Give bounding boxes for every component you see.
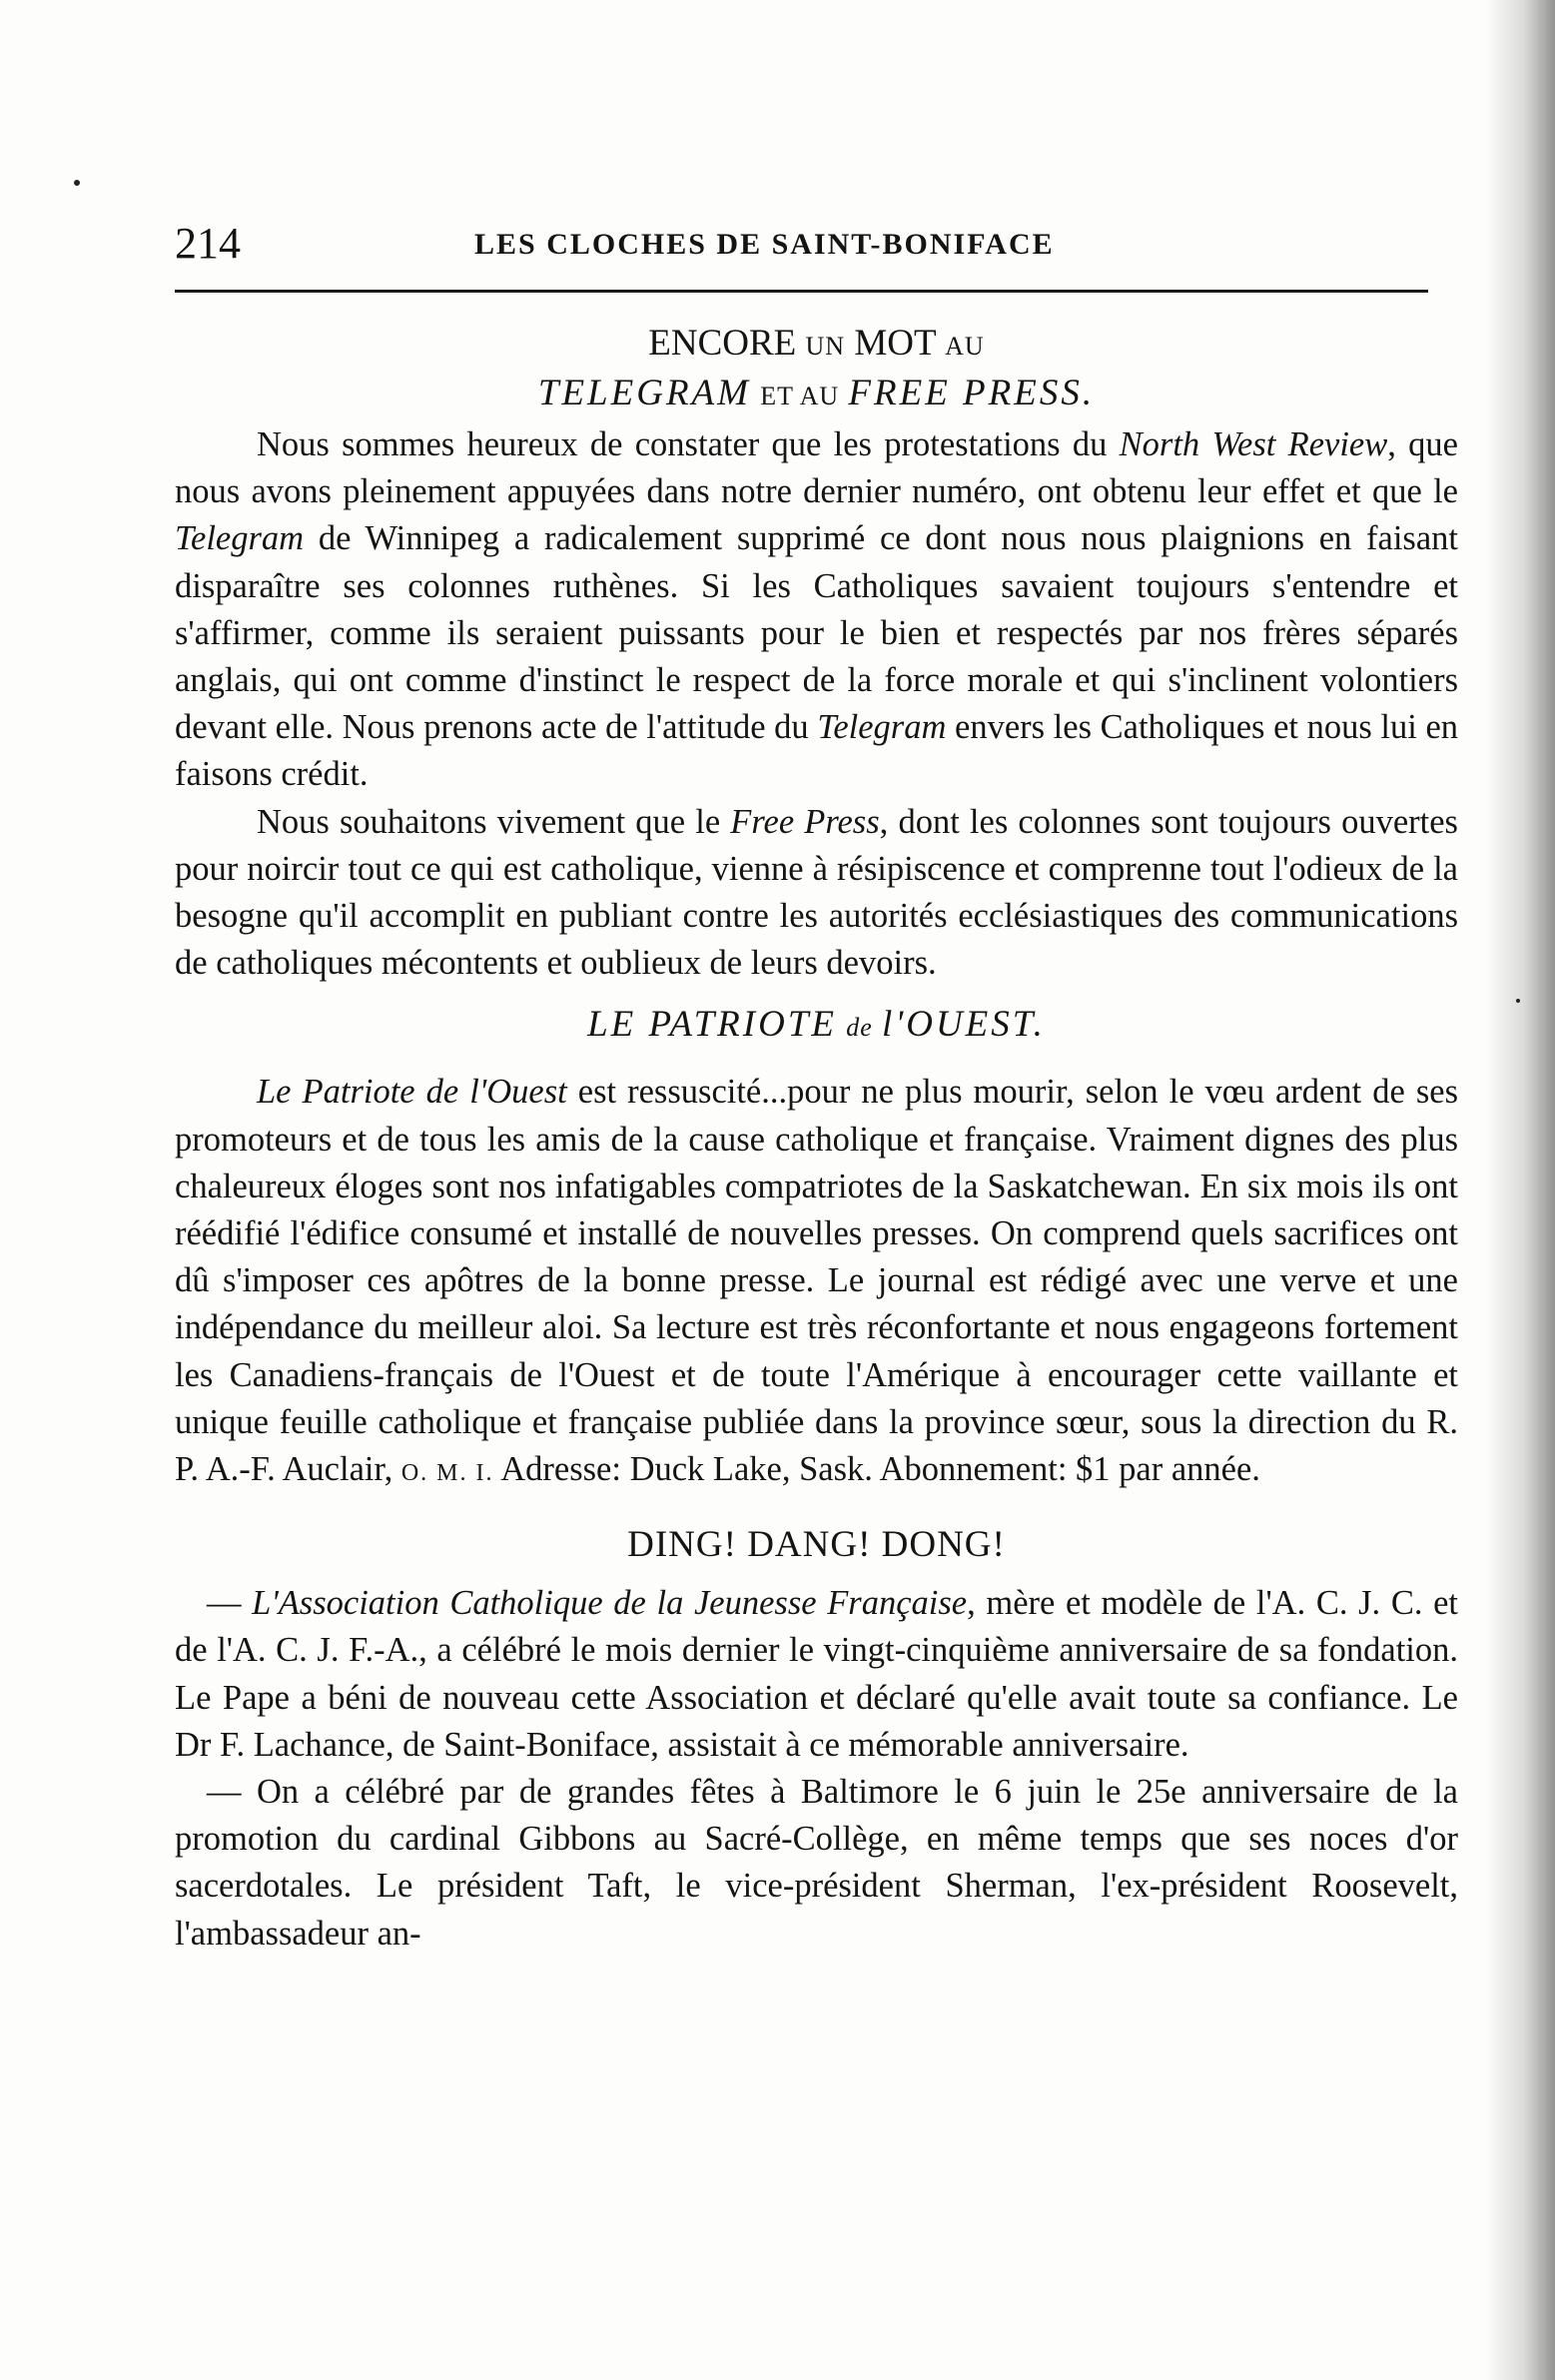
page-header — [175, 218, 1433, 278]
text-run: envers les Catholiques et nous lui en faisons crédit. — [175, 708, 1459, 794]
heading-word: ET AU — [760, 382, 840, 410]
text-run: , mère et modèle de l'A. C. J. C. et de l'A. C. J. F.-A., a célébré le mois dernier le vingt-cinquième anniversaire de sa fondation. Le Pape a béni de nouveau cette Association et déclaré qu'elle avait toute sa confiance. Le Dr F. Lachance, de Saint-Boniface, assistait à ce mémorable anniversaire. — [175, 1584, 1458, 1764]
heading-word: UN — [805, 332, 846, 361]
paragraph — [175, 1580, 1458, 1769]
section-heading-encore — [175, 320, 1458, 370]
text-run: Nous souhaitons vivement que le — [257, 802, 731, 841]
heading-word: FREE PRESS. — [848, 373, 1096, 413]
article-body — [175, 318, 1458, 1958]
section-heading-patriote — [175, 1001, 1458, 1051]
text-run: , dont les colonnes sont toujours ouvertes pour noircir tout ce qui est catholique, vienne à résipiscence et comprenne tout l'odieux de la besogne qu'il accomplit en publiant contre les autorités ecclésiastiques des communications de catholiques mécontents et oublieux de leurs devoirs. — [175, 802, 1458, 983]
text-run: Nous sommes heureux de constater que les protestations du — [257, 425, 1120, 463]
text-run: Adresse: Duck Lake, Sask. Abonnement: $1 par année. — [493, 1450, 1260, 1489]
paragraph — [175, 421, 1458, 799]
text-run: de Winnipeg a radicalement supprimé ce dont nous nous plaignions en faisant disparaître ses colonnes ruthènes. Si les Catholiques savaient toujours s'entendre et s'affirmer, comme ils seraient puissants pour le bien et respectés par nos frères séparés anglais, qui ont comme d'instinct le respect de la force morale et qui s'inclinent volontiers devant elle. Nous prenons acte de l'attitude du — [175, 519, 1458, 747]
scan-edge-shadow — [1485, 0, 1555, 2380]
section-heading-ding-dang-dong: DING! DANG! DONG! — [627, 1524, 1006, 1566]
section-heading-telegram — [175, 370, 1458, 419]
heading-word: l'OUEST. — [882, 1004, 1046, 1046]
text-run: — — [207, 1584, 253, 1623]
heading-word: ENCORE — [648, 323, 797, 364]
paragraph — [175, 1069, 1458, 1497]
small-caps-run: O. M. I. — [400, 1460, 494, 1487]
paragraph — [175, 1769, 1458, 1958]
italic-run: Free Press — [730, 802, 880, 841]
italic-run: Telegram — [817, 708, 947, 747]
italic-run: Telegram — [175, 519, 305, 558]
header-rule — [175, 290, 1428, 293]
italic-run: L'Association Catholique de la Jeunesse Française — [252, 1584, 968, 1623]
heading-word: LE PATRIOTE — [587, 1004, 837, 1046]
heading-word: AU — [945, 332, 985, 361]
text-run: est ressuscité...pour ne plus mourir, selon le vœu ardent de ses promoteurs et de tous les amis de la cause catholique et française. Vraiment dignes des plus chaleureux éloges sont nos infatigables compatriotes de la Saskatchewan. En six mois ils ont réédifié l'édifice consumé et installé de nouvelles presses. On comprend quels sacrifices ont dû s'imposer ces apôtres de la bonne presse. Le journal est rédigé avec une verve et une indépendance du meilleur aloi. Sa lecture est très réconfortante et nous engageons fortement les Canadiens-français de l'Ouest et de toute l'Amérique à encourager cette vaillante et unique feuille catholique et française publiée dans la province sœur, sous la direction du R. P. A.-F. Auclair, — [175, 1073, 1459, 1489]
text-run: — On a célébré par de grandes fêtes à Baltimore le 6 juin le 25e anniversaire de la promotion du cardinal Gibbons au Sacré-Collège, en même temps que ses noces d'or sacerdotales. Le président Taft, le vice-président Sherman, l'ex-président Roosevelt, l'ambassadeur an- — [175, 1773, 1458, 1953]
scan-speck — [74, 180, 80, 186]
heading-word: TELEGRAM — [537, 373, 751, 413]
italic-run: North West Review — [1119, 425, 1388, 463]
running-title: LES CLOCHES DE SAINT-BONIFACE — [474, 228, 1055, 261]
heading-word: de — [846, 1013, 873, 1043]
heading-word: MOT — [854, 323, 936, 364]
scan-speck — [1516, 999, 1520, 1003]
italic-run: Le Patriote de l'Ouest — [257, 1073, 567, 1112]
text-run: , que nous avons pleinement appuyées dans notre dernier numéro, ont obtenu leur effet et que le — [175, 425, 1458, 511]
page-number: 214 — [175, 219, 241, 268]
paragraph — [175, 799, 1458, 988]
